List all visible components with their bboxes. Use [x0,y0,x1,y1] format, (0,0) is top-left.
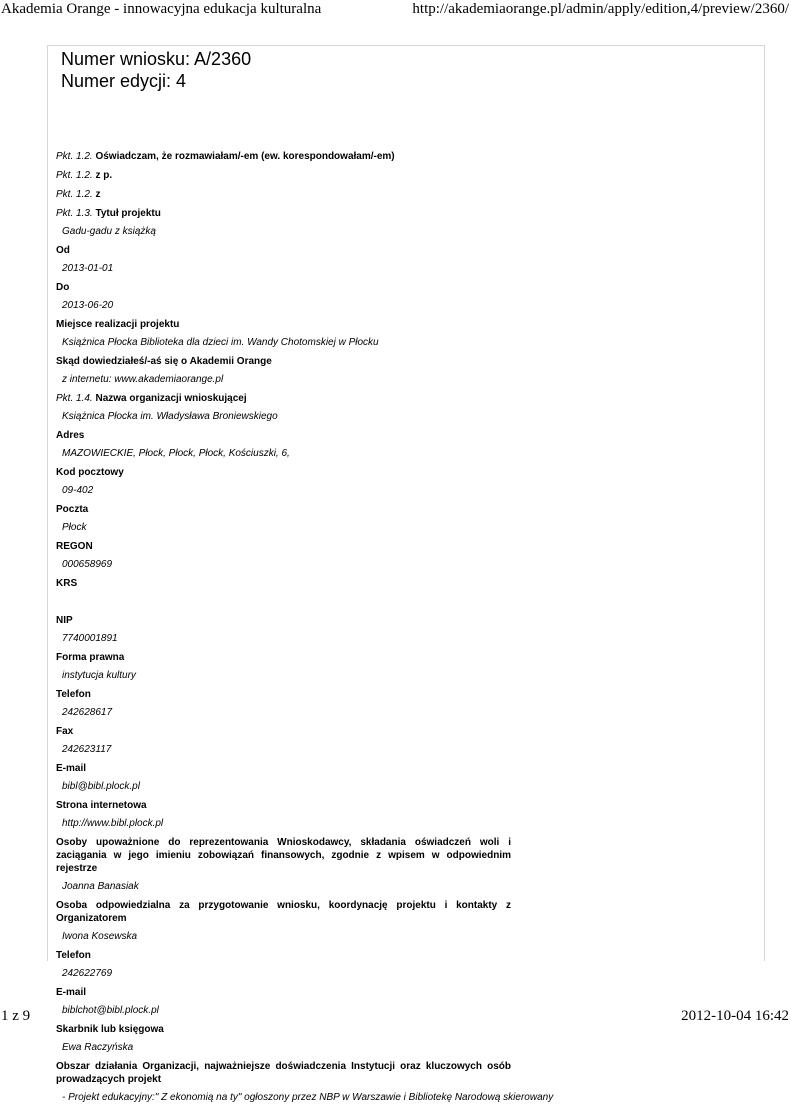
application-heading [61,48,251,92]
field-label-text: Tytuł projektu [92,208,161,219]
field-label-website: Strona internetowa [56,800,147,811]
field-label-fax: Fax [56,726,74,737]
field-value-date-to: 2013-06-20 [62,300,114,311]
field-label-source: Skąd dowiedziałeś/-aś się o Akademii Orange [56,356,272,367]
field-label-krs: KRS [56,578,78,589]
field-value-organization-name: Książnica Płocka im. Władysława Broniewskiego [62,411,278,422]
field-label-conversation [56,147,716,166]
field-value-legal-form: instytucja kultury [62,670,136,681]
field-value-coordinator-phone: 242622769 [62,968,113,979]
field-label-text: z p. [92,170,113,181]
field-value-krs [56,593,716,611]
print-footer [0,1007,791,1025]
field-value-website: http://www.bibl.plock.pl [62,818,164,829]
field-value-email: bibl@bibl.plock.pl [62,781,140,792]
field-label-coordinator-email: E-mail [56,987,87,998]
field-value-coordinator-email: biblchot@bibl.plock.pl [62,1005,159,1016]
field-value-coordinator: Iwona Kosewska [62,931,138,942]
field-label-email: E-mail [56,763,87,774]
field-value-nip: 7740001891 [62,633,118,644]
field-label-address: Adres [56,430,85,441]
field-label-text: z [92,189,101,200]
field-value-fax: 242623117 [62,744,112,755]
field-label-treasurer: Skarbnik lub księgowa [56,1024,164,1035]
field-label-regon: REGON [56,541,93,552]
field-label-phone: Telefon [56,689,91,700]
field-label-text: Oświadczam, że rozmawiałam/-em (ew. korespondowałam/-em) [92,151,395,162]
field-value-treasurer: Ewa Raczyńska [62,1042,134,1053]
field-label-nip: NIP [56,615,73,626]
print-header-title: Akademia Orange - innowacyjna edukacja kulturalna [1,1,322,17]
field-value-project-title: Gadu-gadu z książką [62,226,156,237]
field-label-with [56,185,716,204]
field-label-location: Miejsce realizacji projektu [56,319,180,330]
field-value-postal-code: 09-402 [62,485,94,496]
field-value-source: z internetu: www.akademiaorange.pl [62,374,224,385]
field-label-legal-form: Forma prawna [56,652,125,663]
field-value-date-from: 2013-01-01 [62,263,114,274]
field-label-postal-code: Kod pocztowy [56,467,124,478]
field-value-address: MAZOWIECKIE, Płock, Płock, Płock, Kościuszki, 6, [62,448,290,459]
field-pkt: Pkt. 1.2. [56,189,93,200]
field-label-coordinator: Osoba odpowiedzialna za przygotowanie wniosku, koordynację projektu i kontakty z Organizatorem [56,900,511,924]
field-label-organization-name [56,389,716,408]
field-value-regon: 000658969 [62,559,113,570]
page-counter: 1 z 9 [1,1008,31,1024]
field-label-project-title [56,204,716,223]
print-header-url: http://akademiaorange.pl/admin/apply/edition,4/preview/2360/ [412,1,789,17]
field-pkt: Pkt. 1.2. [56,151,93,162]
application-fields [56,147,716,1107]
field-label-experience: Obszar działania Organizacji, najważniejsze doświadczenia Instytucji oraz kluczowych osób prowadzących projekt [56,1061,511,1085]
field-value-post-office: Płock [62,522,87,533]
field-label-date-to: Do [56,282,70,293]
field-label-post-office: Poczta [56,504,89,515]
field-label-date-from: Od [56,245,70,256]
field-value-phone: 242628617 [62,707,113,718]
field-value-representatives: Joanna Banasiak [62,881,139,892]
field-value-location: Książnica Płocka Biblioteka dla dzieci im. Wandy Chotomskiej w Płocku [62,337,379,348]
field-label-representatives: Osoby upoważnione do reprezentowania Wnioskodawcy, składania oświadczeń woli i zaciągania w jego imieniu zobowiązań finansowych, zgodnie z wpisem w odpowiednim rejestrze [56,837,511,874]
edition-number: Numer edycji: 4 [61,71,187,91]
field-value-experience: - Projekt edukacyjny:" Z ekonomią na ty" ogłoszony przez NBP w Warszawie i Bibliotekę Narodową skierowany [62,1092,554,1103]
print-header [0,0,791,18]
field-pkt: Pkt. 1.3. [56,208,93,219]
field-pkt: Pkt. 1.4. [56,393,93,404]
field-label-person [56,166,716,185]
print-timestamp: 2012-10-04 16:42 [681,1008,789,1024]
field-label-text: Nazwa organizacji wnioskującej [92,393,247,404]
field-label-coordinator-phone: Telefon [56,950,91,961]
field-pkt: Pkt. 1.2. [56,170,93,181]
application-number: Numer wniosku: A/2360 [61,49,252,69]
